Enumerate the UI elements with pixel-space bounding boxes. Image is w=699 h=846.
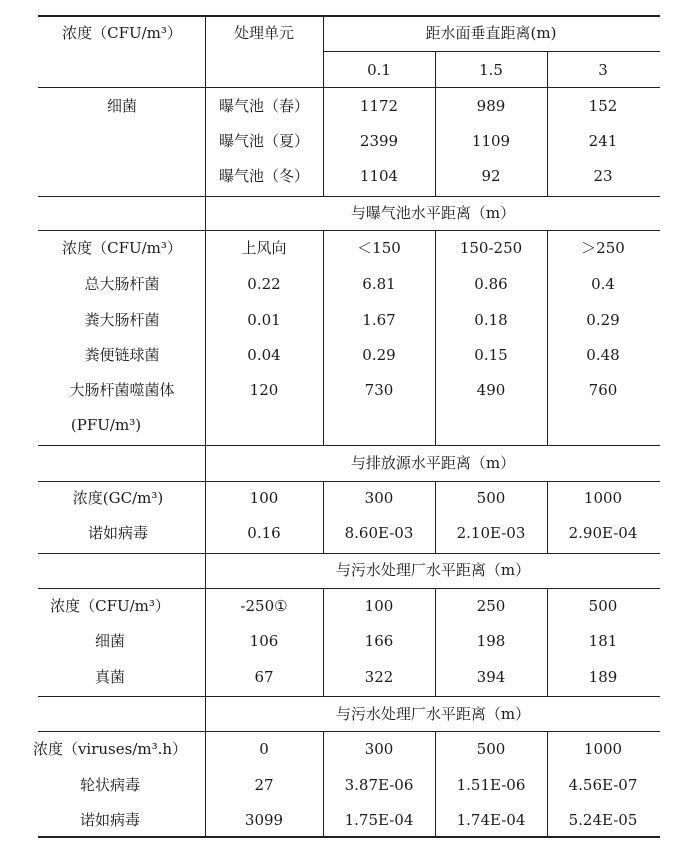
s4-header-2: 100 xyxy=(364,597,394,615)
s1-row1-unit: 曝气池（春） xyxy=(218,97,310,115)
header-distance-1: 0.1 xyxy=(367,61,391,79)
rule xyxy=(38,481,660,482)
s2-r3-c4: 0.48 xyxy=(586,346,620,364)
s2-r1-c2: 6.81 xyxy=(362,275,396,293)
s3-r1-c2: 8.60E-03 xyxy=(344,524,414,542)
s5-header-1: 0 xyxy=(259,740,269,758)
s4-header-0: 浓度（CFU/m³） xyxy=(50,597,170,615)
table-bottom-rule xyxy=(38,836,660,838)
s2-r1-c1: 0.22 xyxy=(247,275,281,293)
s1-row3-unit: 曝气池（冬） xyxy=(218,167,310,185)
rule xyxy=(38,588,660,589)
s5-header-0: 浓度（viruses/m³.h） xyxy=(32,740,188,758)
s5-r2-c3: 1.74E-04 xyxy=(456,811,526,829)
header-distance-2: 1.5 xyxy=(479,61,503,79)
s4-r2-c0: 真菌 xyxy=(94,668,126,686)
section1-label: 细菌 xyxy=(106,97,138,115)
s4-r1-c2: 166 xyxy=(364,632,394,650)
s5-header-3: 500 xyxy=(476,740,506,758)
section2-title: 与曝气池水平距离（m） xyxy=(350,204,516,222)
s2-r2-c0: 粪大肠杆菌 xyxy=(84,311,160,329)
s4-r2-c4: 189 xyxy=(588,668,618,686)
column-rule xyxy=(547,588,548,696)
s4-r1-c0: 细菌 xyxy=(94,632,126,650)
s3-header-2: 300 xyxy=(364,489,394,507)
s1-row3-v1: 1104 xyxy=(359,167,399,185)
rule xyxy=(38,696,660,697)
s1-row2-v2: 1109 xyxy=(471,132,511,150)
s3-header-1: 100 xyxy=(249,489,279,507)
section4-title: 与污水处理厂水平距离（m） xyxy=(335,561,531,579)
s5-r2-c0: 诺如病毒 xyxy=(79,811,141,829)
table-top-rule xyxy=(38,15,660,17)
s4-r2-c2: 322 xyxy=(364,668,394,686)
s2-r1-c4: 0.4 xyxy=(591,275,615,293)
s2-r3-c2: 0.29 xyxy=(362,346,396,364)
s3-header-0: 浓度(GC/m³) xyxy=(72,489,164,507)
column-rule xyxy=(323,15,324,196)
s5-r1-c1: 27 xyxy=(254,776,274,794)
s2-r1-c0: 总大肠杆菌 xyxy=(84,275,160,293)
s4-header-1: -250① xyxy=(240,597,288,615)
s2-r3-c0: 粪便链球菌 xyxy=(84,346,160,364)
s4-r2-c1: 67 xyxy=(254,668,274,686)
s2-r4-c3: 490 xyxy=(476,381,506,399)
s5-r1-c2: 3.87E-06 xyxy=(344,776,414,794)
s4-r1-c1: 106 xyxy=(249,632,279,650)
section3-title: 与排放源水平距离（m） xyxy=(350,454,516,472)
s1-row3-v2: 92 xyxy=(481,167,501,185)
s2-r4-c2: 730 xyxy=(364,381,394,399)
column-rule xyxy=(435,588,436,696)
header-vertical-distance: 距水面垂直距离(m) xyxy=(425,24,557,42)
s5-r1-c0: 轮状病毒 xyxy=(79,776,141,794)
s1-row2-v1: 2399 xyxy=(359,132,399,150)
header-unit: 处理单元 xyxy=(233,24,295,42)
s5-r1-c3: 1.51E-06 xyxy=(456,776,526,794)
s5-header-2: 300 xyxy=(364,740,394,758)
s2-r2-c2: 1.67 xyxy=(362,311,396,329)
s2-header-0: 浓度（CFU/m³） xyxy=(62,239,182,257)
s4-header-3: 250 xyxy=(476,597,506,615)
s2-header-4: ＞250 xyxy=(581,239,625,257)
s4-r2-c3: 394 xyxy=(476,668,506,686)
s2-r3-c1: 0.04 xyxy=(247,346,281,364)
s5-r1-c4: 4.56E-07 xyxy=(568,776,638,794)
column-rule xyxy=(435,51,436,196)
s2-r4-c4: 760 xyxy=(588,381,618,399)
s2-header-1: 上风向 xyxy=(241,239,287,257)
s3-r1-c1: 0.16 xyxy=(247,524,281,542)
column-rule xyxy=(435,230,436,445)
s1-row2-v3: 241 xyxy=(588,132,618,150)
s4-r1-c4: 181 xyxy=(588,632,618,650)
s5-r2-c1: 3099 xyxy=(244,811,284,829)
column-rule xyxy=(323,481,324,553)
s5-r2-c4: 5.24E-05 xyxy=(568,811,638,829)
s4-r1-c3: 198 xyxy=(476,632,506,650)
s3-r1-c0: 诺如病毒 xyxy=(87,524,149,542)
rule xyxy=(38,445,660,446)
header-distance-3: 3 xyxy=(598,61,608,79)
rule xyxy=(38,731,660,732)
s1-row3-v3: 23 xyxy=(593,167,613,185)
rule xyxy=(323,51,660,52)
column-rule xyxy=(323,230,324,445)
s1-row1-v2: 989 xyxy=(476,97,506,115)
rule xyxy=(38,553,660,554)
s3-r1-c3: 2.10E-03 xyxy=(456,524,526,542)
column-rule xyxy=(547,731,548,836)
s1-row1-v1: 1172 xyxy=(359,97,399,115)
column-rule xyxy=(435,481,436,553)
column-rule xyxy=(205,15,206,836)
rule xyxy=(38,87,660,88)
s2-r2-c4: 0.29 xyxy=(586,311,620,329)
rule xyxy=(38,196,660,197)
s2-r4-c0: 大肠杆菌噬菌体 xyxy=(69,381,175,399)
s2-r1-c3: 0.86 xyxy=(474,275,508,293)
s2-header-2: ＜150 xyxy=(357,239,401,257)
s5-header-4: 1000 xyxy=(583,740,623,758)
s1-row1-v3: 152 xyxy=(588,97,618,115)
column-rule xyxy=(547,481,548,553)
column-rule xyxy=(547,230,548,445)
section5-title: 与污水处理厂水平距离（m） xyxy=(335,705,531,723)
column-rule xyxy=(547,51,548,196)
header-concentration: 浓度（CFU/m³） xyxy=(62,24,182,42)
s3-r1-c4: 2.90E-04 xyxy=(568,524,638,542)
column-rule xyxy=(323,588,324,696)
s1-row2-unit: 曝气池（夏） xyxy=(218,132,310,150)
column-rule xyxy=(435,731,436,836)
s2-r2-c3: 0.18 xyxy=(474,311,508,329)
s4-header-4: 500 xyxy=(588,597,618,615)
s2-header-3: 150-250 xyxy=(459,239,523,257)
s5-r2-c2: 1.75E-04 xyxy=(344,811,414,829)
s3-header-3: 500 xyxy=(476,489,506,507)
s2-unit-note: (PFU/m³) xyxy=(70,416,142,434)
s2-r4-c1: 120 xyxy=(249,381,279,399)
column-rule xyxy=(323,731,324,836)
rule xyxy=(38,230,660,231)
s2-r2-c1: 0.01 xyxy=(247,311,281,329)
s2-r3-c3: 0.15 xyxy=(474,346,508,364)
s3-header-4: 1000 xyxy=(583,489,623,507)
